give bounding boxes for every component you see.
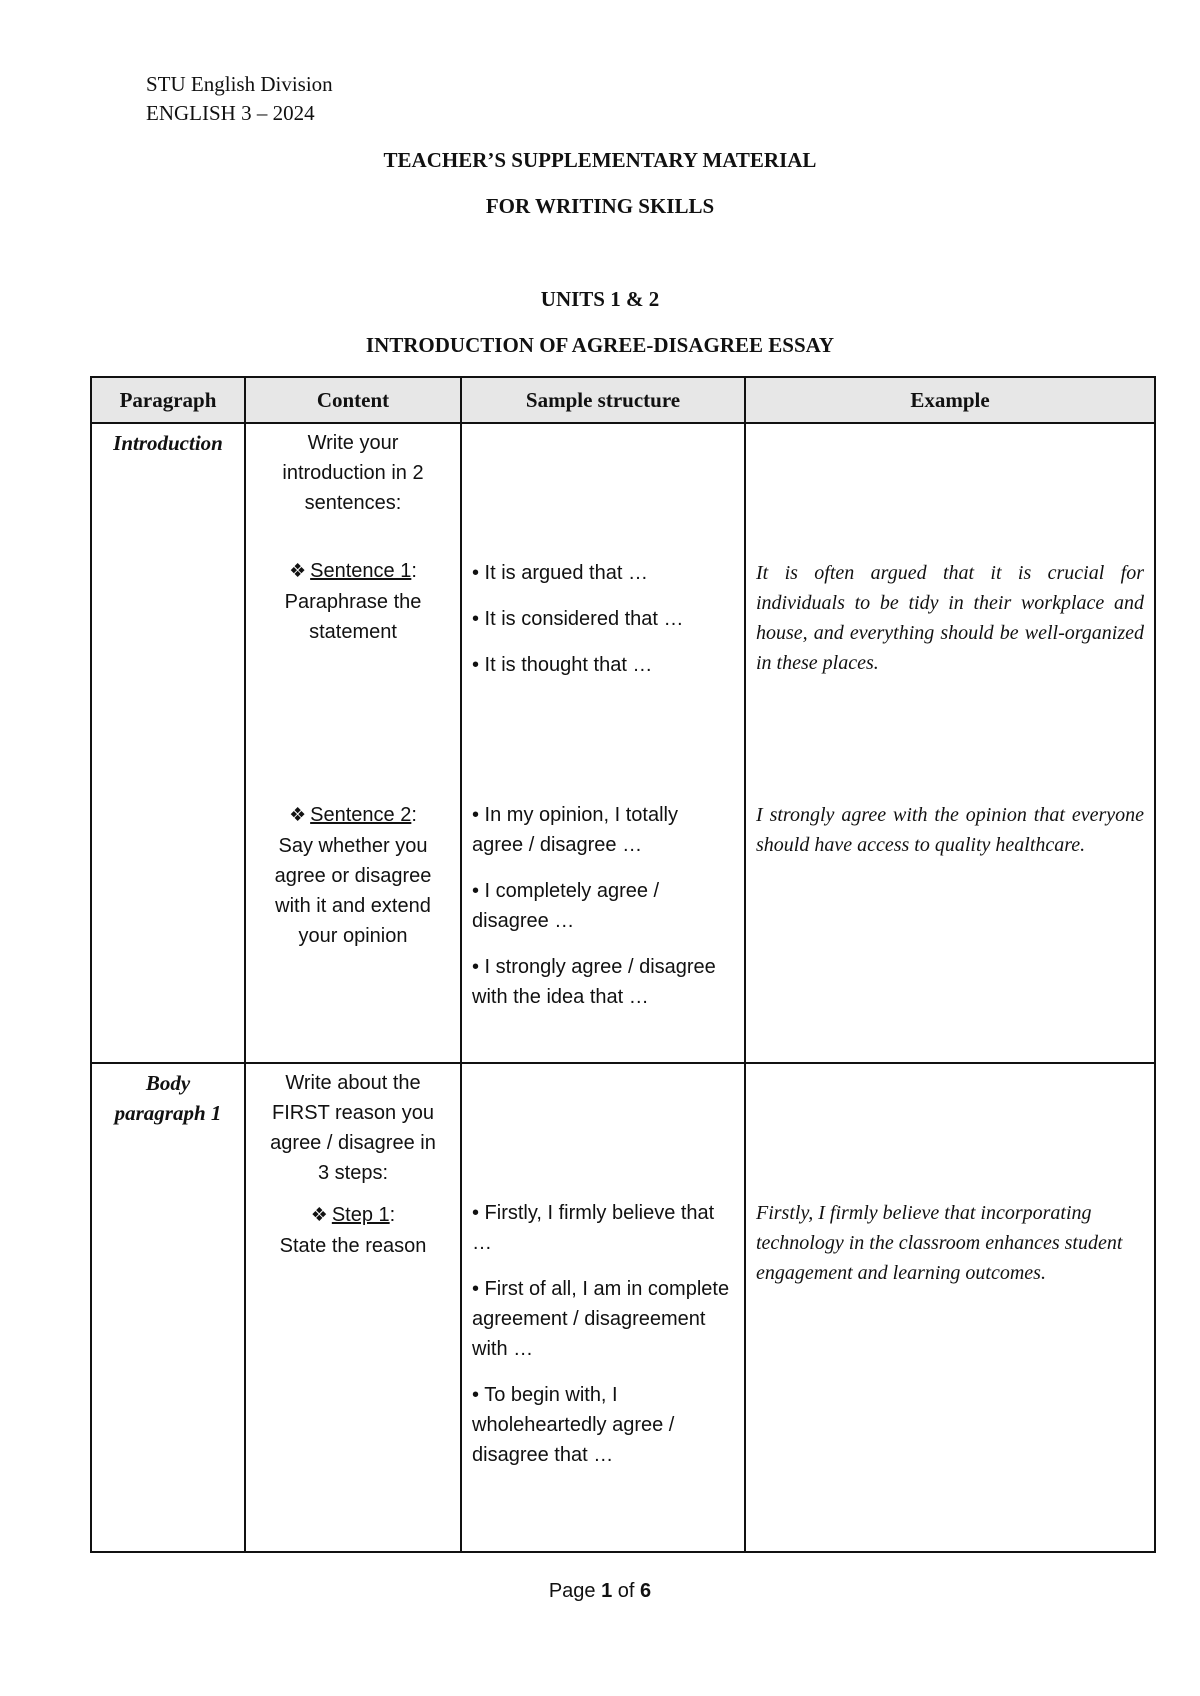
cell-content-body-1 (245, 1063, 461, 1552)
title-line-2: FOR WRITING SKILLS (485, 194, 715, 218)
table-row-introduction (91, 423, 1155, 1063)
structure-item: • To begin with, I wholeheartedly agree / disagree that … (472, 1384, 675, 1466)
content-line: sentences: (304, 492, 402, 514)
paragraph-label-introduction: Introduction (113, 431, 223, 455)
sentence-1-structures (462, 558, 744, 696)
content-line: introduction in 2 (282, 462, 424, 484)
structure-item: • It is considered that … (472, 608, 684, 630)
cell-structure-introduction (461, 423, 745, 1063)
cell-example-introduction (745, 423, 1155, 1063)
step-1-structures (462, 1198, 744, 1486)
document-header (146, 70, 333, 128)
content-line: with it and extend (275, 895, 431, 917)
content-line: Write about the (285, 1072, 421, 1094)
page-number-current: 1 (601, 1580, 613, 1602)
structure-item: • First of all, I am in complete agreement / disagreement with … (472, 1278, 730, 1360)
structure-item: • It is thought that … (472, 654, 653, 676)
essay-heading: INTRODUCTION OF AGREE-DISAGREE ESSAY (365, 333, 835, 357)
sentence-2-block: ❖ Sentence 2: Say whether you agree or disagree with it and extend your opinion (246, 796, 460, 951)
page-number (0, 1580, 1200, 1603)
structure-item: • I completely agree / disagree … (472, 880, 660, 932)
cell-paragraph-introduction (91, 423, 245, 1063)
title-line-1: TEACHER’S SUPPLEMENTARY MATERIAL (383, 148, 817, 172)
sentence-2-example: I strongly agree with the opinion that everyone should have access to quality healthcare. (756, 804, 1144, 856)
content-line: agree or disagree (274, 865, 432, 887)
structure-item: • I strongly agree / disagree with the idea that … (472, 956, 716, 1008)
cell-content-introduction (245, 423, 461, 1063)
page-number-total: 6 (640, 1580, 652, 1602)
content-line: 3 steps: (317, 1162, 389, 1184)
paragraph-label-line: Body (145, 1071, 191, 1095)
content-intro-text (246, 424, 460, 518)
content-line: agree / disagree in (270, 1132, 436, 1154)
paragraph-label-body-1 (92, 1064, 244, 1128)
cell-structure-body-1 (461, 1063, 745, 1552)
cell-example-body-1 (745, 1063, 1155, 1552)
sentence-1-label: Sentence 1 (310, 560, 412, 582)
step-1-example: Firstly, I firmly believe that incorporating technology in the classroom enhances student engagement and learning outcomes. (756, 1202, 1123, 1284)
content-body-1-text (246, 1064, 460, 1188)
page-number-of: of (612, 1580, 641, 1602)
step-1-label: Step 1 (331, 1204, 390, 1226)
diamond-bullet-icon: ❖ (310, 1205, 328, 1226)
structure-item: • It is argued that … (472, 562, 648, 584)
table-row-body-paragraph-1 (91, 1063, 1155, 1552)
table-header-row (91, 377, 1155, 423)
essay-structure-table (90, 376, 1156, 1553)
sentence-2-label: Sentence 2 (310, 804, 412, 826)
sentence-2-structures (462, 800, 744, 1028)
diamond-bullet-icon: ❖ (289, 805, 307, 826)
paragraph-label-line: paragraph 1 (114, 1101, 222, 1125)
structure-item: • Firstly, I firmly believe that … (472, 1202, 715, 1254)
step-1-block: ❖ Step 1: State the reason (246, 1196, 460, 1261)
content-line: your opinion (298, 925, 408, 947)
content-line: Paraphrase the (284, 591, 422, 613)
cell-paragraph-body-1 (91, 1063, 245, 1552)
page-number-prefix: Page (548, 1580, 602, 1602)
units-heading: UNITS 1 & 2 (540, 287, 660, 311)
header-division: STU English Division (146, 72, 333, 96)
content-line: FIRST reason you (272, 1102, 434, 1124)
sentence-1-block: ❖ Sentence 1: Paraphrase the statement (246, 552, 460, 647)
structure-item: • In my opinion, I totally agree / disagree … (472, 804, 678, 856)
diamond-bullet-icon: ❖ (289, 561, 307, 582)
header-sample-structure: Sample structure (461, 377, 745, 423)
header-content: Content (245, 377, 461, 423)
content-line: statement (309, 621, 397, 643)
header-example: Example (745, 377, 1155, 423)
content-line: Say whether you (278, 835, 428, 857)
header-paragraph: Paragraph (91, 377, 245, 423)
content-line: State the reason (279, 1235, 427, 1257)
sentence-1-example: It is often argued that it is crucial for individuals to be tidy in their workplace and house, and everything should be well-organized in these places. (756, 562, 1144, 674)
header-course: ENGLISH 3 – 2024 (146, 101, 315, 125)
content-line: Write your (307, 432, 399, 454)
